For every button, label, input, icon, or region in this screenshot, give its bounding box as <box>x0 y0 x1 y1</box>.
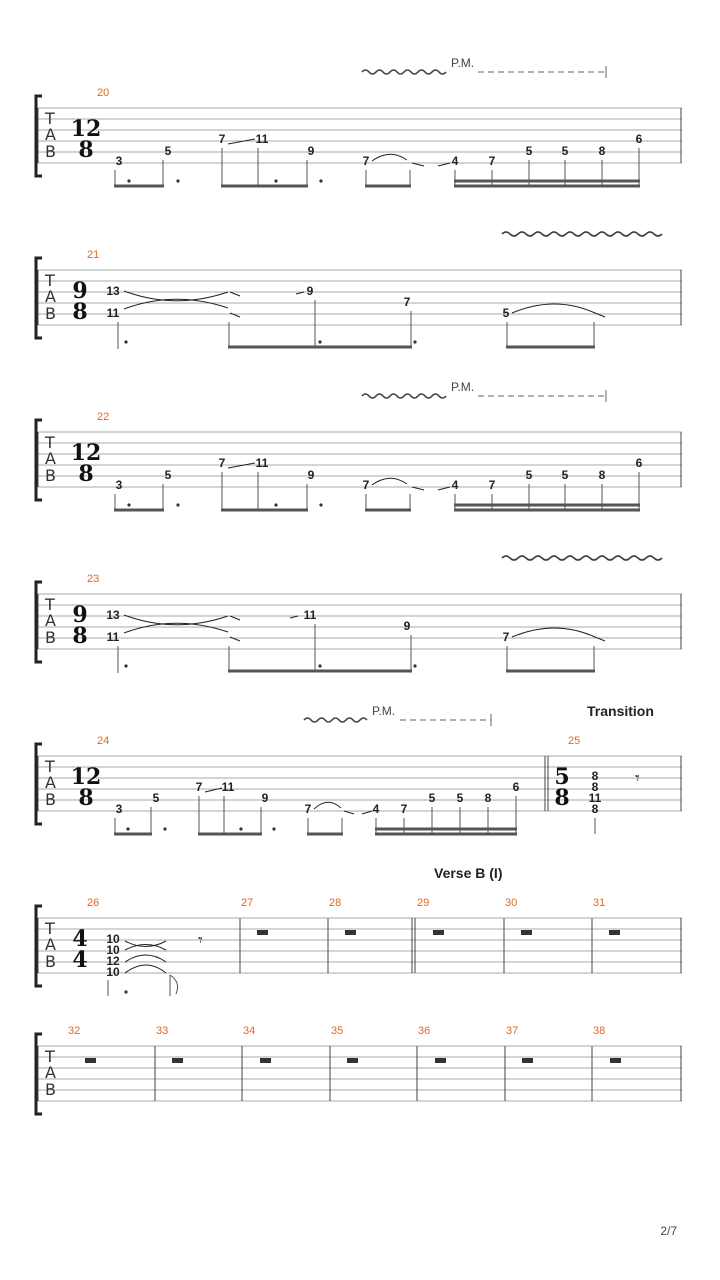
staff-lines <box>38 918 682 973</box>
fret-number: 11 <box>106 306 120 320</box>
fret-number: 7 <box>362 154 370 168</box>
pm-marking <box>304 704 491 726</box>
fret-number: 5 <box>502 306 510 320</box>
fret-number: 7 <box>195 780 203 794</box>
fret-number: 11 <box>255 456 269 470</box>
tab-letter-b: B <box>45 142 56 161</box>
bar-number: 33 <box>156 1025 169 1037</box>
tab-letter-a: A <box>45 935 56 954</box>
bar-number: 20 <box>97 87 110 99</box>
fret-number: 5 <box>525 144 533 158</box>
fret-number: 9 <box>307 144 315 158</box>
tab-letter-t: T <box>45 433 55 452</box>
fret-number: 3 <box>115 478 123 492</box>
fret-number: 8 <box>591 802 599 816</box>
pm-label: P.M. <box>451 380 475 394</box>
dots <box>127 503 322 506</box>
dots <box>127 179 322 182</box>
slides-ties <box>124 615 605 641</box>
slides-ties <box>125 941 166 973</box>
section-title-transition: Transition <box>587 703 654 719</box>
time-sig-top: 5 <box>554 764 570 790</box>
tab-letter-a: A <box>45 287 56 306</box>
bar-number: 29 <box>417 897 430 909</box>
bar-number: 38 <box>593 1025 606 1037</box>
fret-number: 7 <box>304 802 312 816</box>
fret-number: 5 <box>561 468 569 482</box>
vibrato-wavy-line <box>362 70 446 74</box>
barlines <box>38 918 681 973</box>
barlines <box>38 1046 681 1101</box>
vibrato-wavy-line <box>304 718 367 722</box>
fret-number: 4 <box>451 154 459 168</box>
tab-letter-b: B <box>45 790 56 809</box>
staff-lines <box>38 432 682 487</box>
dots <box>124 664 416 667</box>
eighth-rest: 𝄾 <box>198 930 203 951</box>
beams <box>114 829 517 834</box>
fret-number: 5 <box>456 791 464 805</box>
tab-letter-a: A <box>45 1063 56 1082</box>
fret-number: 10 <box>106 965 120 979</box>
fret-number: 4 <box>372 802 380 816</box>
fret-number: 5 <box>164 144 172 158</box>
fret-number: 7 <box>502 630 510 644</box>
staff-lines <box>38 594 682 649</box>
fret-number: 7 <box>400 802 408 816</box>
fret-number: 9 <box>261 791 269 805</box>
vibrato-wavy-line <box>502 232 662 236</box>
bar-number: 25 <box>568 735 581 747</box>
fret-number: 5 <box>428 791 436 805</box>
beams <box>114 181 640 186</box>
fret-number: 11 <box>221 780 235 794</box>
slides-ties <box>124 291 605 317</box>
bar-number: 32 <box>68 1025 81 1037</box>
fret-number: 6 <box>512 780 520 794</box>
system-bar-23 <box>36 556 682 673</box>
section-title-verse: Verse B (I) <box>434 865 503 881</box>
fret-number: 9 <box>307 468 315 482</box>
system-bar-22 <box>36 380 682 510</box>
system-bars-24-25 <box>36 703 682 834</box>
bar-number: 34 <box>243 1025 256 1037</box>
fret-number: 13 <box>106 608 120 622</box>
bar-number: 36 <box>418 1025 431 1037</box>
fret-number: 7 <box>218 132 226 146</box>
tab-letter-b: B <box>45 952 56 971</box>
bar-number: 24 <box>97 735 110 747</box>
system-bar-21 <box>36 232 682 349</box>
eighth-rest: 𝄾 <box>635 768 640 789</box>
fret-number: 4 <box>451 478 459 492</box>
fret-number: 6 <box>635 132 643 146</box>
beams <box>114 505 640 510</box>
staff-lines <box>38 108 682 163</box>
fret-number: 13 <box>106 284 120 298</box>
tab-letter-a: A <box>45 449 56 468</box>
time-sig-top: 4 <box>72 926 88 952</box>
tab-letter-t: T <box>45 109 55 128</box>
time-sig-top: 12 <box>70 764 102 790</box>
system-bars-32-38 <box>36 1025 682 1114</box>
fret-number: 7 <box>488 154 496 168</box>
fret-number: 7 <box>362 478 370 492</box>
page-number: 2/7 <box>660 1224 677 1238</box>
time-sig-bottom: 8 <box>72 623 88 649</box>
bar-number: 31 <box>593 897 606 909</box>
fret-number: 8 <box>591 769 599 783</box>
fret-number: 12 <box>106 954 120 968</box>
bar-number: 21 <box>87 249 100 261</box>
tab-letter-t: T <box>45 595 55 614</box>
fret-number: 11 <box>303 608 317 622</box>
note-stems <box>115 796 595 834</box>
fret-number: 7 <box>403 295 411 309</box>
bar-number: 30 <box>505 897 518 909</box>
time-sig-bottom: 8 <box>554 785 570 811</box>
staff-lines <box>38 756 682 811</box>
fret-number: 3 <box>115 154 123 168</box>
tab-letter-b: B <box>45 304 56 323</box>
time-sig-bottom: 8 <box>78 461 94 487</box>
system-bars-26-31 <box>36 865 682 996</box>
fret-number: 3 <box>115 802 123 816</box>
pm-marking <box>362 380 606 402</box>
bar-number: 35 <box>331 1025 344 1037</box>
tab-letter-a: A <box>45 773 56 792</box>
eighth-note-flag <box>170 975 178 996</box>
time-sig-bottom: 4 <box>72 947 88 973</box>
tab-letter-a: A <box>45 611 56 630</box>
fret-number: 11 <box>588 791 602 805</box>
tab-letter-t: T <box>45 1047 55 1066</box>
fret-number: 5 <box>152 791 160 805</box>
bar-number: 27 <box>241 897 254 909</box>
bar-number: 23 <box>87 573 100 585</box>
fret-number: 10 <box>106 932 120 946</box>
fret-number: 11 <box>106 630 120 644</box>
staff-lines <box>38 1046 682 1101</box>
whole-rests <box>257 930 620 935</box>
time-sig-top: 12 <box>70 116 102 142</box>
bar-number: 37 <box>506 1025 519 1037</box>
time-sig-bottom: 8 <box>72 299 88 325</box>
staff-lines <box>38 270 682 325</box>
fret-number: 10 <box>106 943 120 957</box>
tab-letter-t: T <box>45 919 55 938</box>
fret-number: 11 <box>255 132 269 146</box>
dots <box>124 340 416 343</box>
vibrato-wavy-line <box>502 556 662 560</box>
time-sig-top: 9 <box>72 278 88 304</box>
time-sig-bottom: 8 <box>78 137 94 163</box>
bar-number: 26 <box>87 897 100 909</box>
whole-rests <box>85 1058 621 1063</box>
tab-letter-b: B <box>45 1080 56 1099</box>
fret-number: 8 <box>591 780 599 794</box>
fret-number: 7 <box>218 456 226 470</box>
tab-letter-t: T <box>45 271 55 290</box>
fret-number: 5 <box>561 144 569 158</box>
time-sig-top: 9 <box>72 602 88 628</box>
pm-label: P.M. <box>372 704 396 718</box>
fret-number: 8 <box>598 468 606 482</box>
tab-letter-t: T <box>45 757 55 776</box>
time-sig-top: 12 <box>70 440 102 466</box>
vibrato-wavy-line <box>362 394 446 398</box>
fret-number: 6 <box>635 456 643 470</box>
fret-number: 9 <box>306 284 314 298</box>
dots <box>126 827 275 830</box>
fret-number: 8 <box>484 791 492 805</box>
fret-number: 5 <box>164 468 172 482</box>
tab-letter-a: A <box>45 125 56 144</box>
fret-number: 8 <box>598 144 606 158</box>
fret-number: 5 <box>525 468 533 482</box>
fret-number: 7 <box>488 478 496 492</box>
pm-label: P.M. <box>451 56 475 70</box>
time-sig-bottom: 8 <box>78 785 94 811</box>
tab-letter-b: B <box>45 466 56 485</box>
fret-number: 9 <box>403 619 411 633</box>
bar-number: 22 <box>97 411 110 423</box>
tab-letter-b: B <box>45 628 56 647</box>
pm-marking <box>362 56 606 78</box>
system-bar-20 <box>36 56 682 186</box>
bar-number: 28 <box>329 897 342 909</box>
